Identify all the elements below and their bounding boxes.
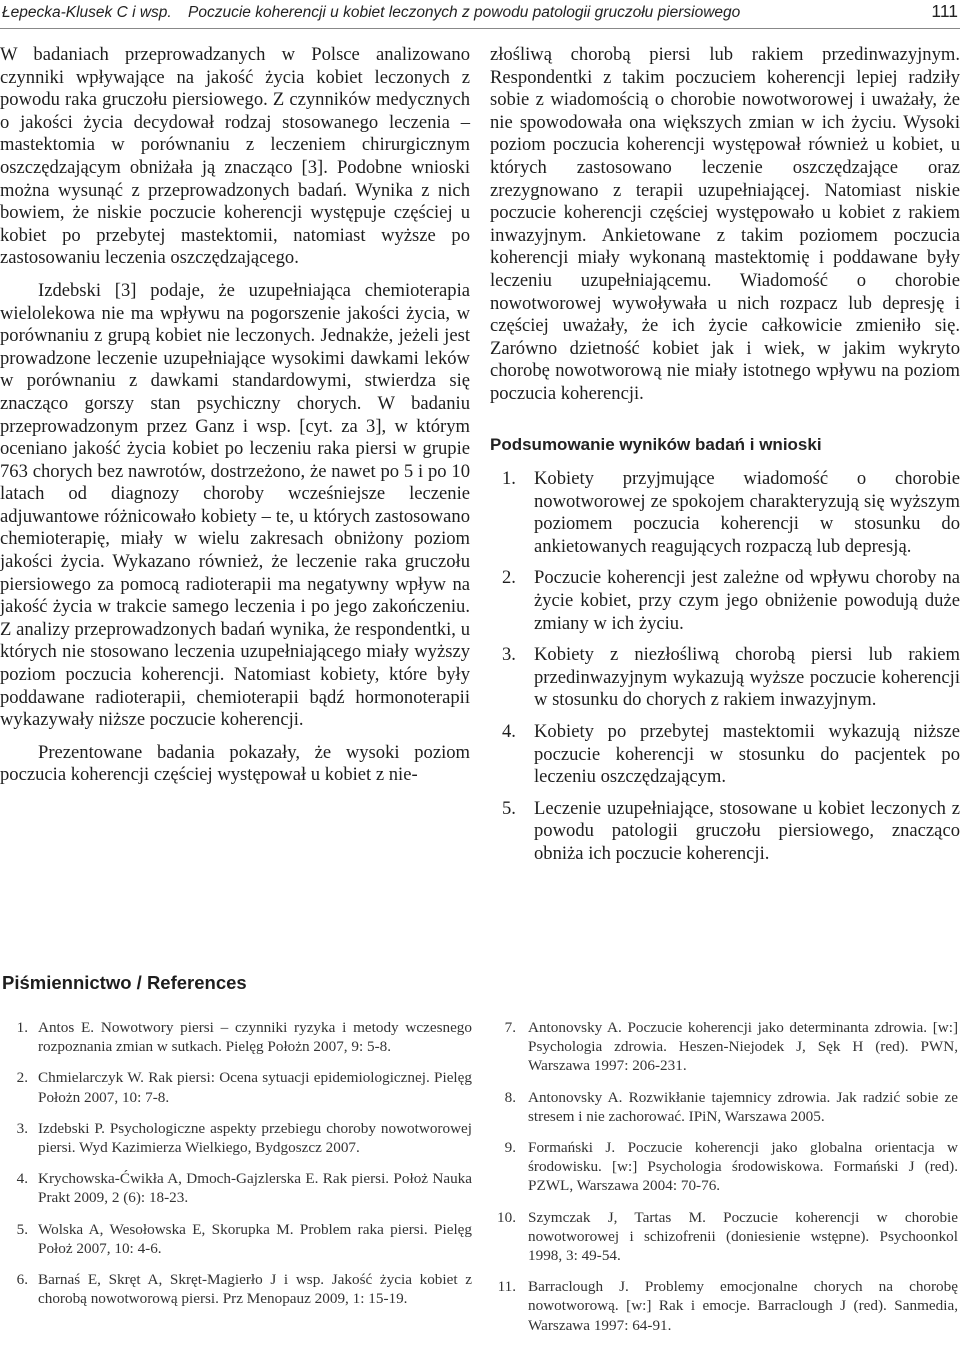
reference-item bbox=[4, 1270, 472, 1308]
reference-text: Wolska A, Wesołowska E, Skorupka M. Problem raka piersi. Pielęg Położ 2007, 10: 4-6. bbox=[38, 1220, 472, 1257]
reference-number: 8. bbox=[504, 1088, 516, 1106]
reference-number: 4. bbox=[16, 1170, 28, 1188]
reference-number: 5. bbox=[16, 1220, 28, 1238]
reference-item bbox=[490, 1138, 958, 1196]
conclusion-text: Kobiety przyjmujące wiadomość o chorobie nowotworowej ze spokojem charakteryzują się wyższym poziomem poczucia koherencji w stosunku do ankietowanych reagujących rozpaczą lub depresją. bbox=[534, 468, 960, 557]
reference-text: Krychowska-Ćwikła A, Dmoch-Gajzlerska E. Rak piersi. Położ Nauka Prakt 2009, 2 (6): 18-23. bbox=[38, 1170, 472, 1207]
reference-item bbox=[490, 1277, 958, 1335]
reference-text: Antonovsky A. Rozwikłanie tajemnicy zdrowia. Jak radzić sobie ze stresem i nie zachorować. IPiN, Warszawa 2005. bbox=[528, 1088, 958, 1125]
conclusion-item bbox=[490, 644, 960, 712]
section-heading: Podsumowanie wyników badań i wnioski bbox=[490, 434, 822, 454]
conclusion-text: Leczenie uzupełniające, stosowane u kobiet leczonych z powodu patologii gruczołu piersiowego, znacząco obniża ich poczucie koherencji. bbox=[534, 797, 960, 864]
reference-number: 3. bbox=[16, 1119, 28, 1137]
header-authors: Łepecka-Klusek C i wsp. bbox=[2, 4, 172, 21]
conclusion-text: Poczucie koherencji jest zależne od wpływu choroby na życie kobiet, przy czym jego obniżenie powodują duże zmiany w ich życiu. bbox=[534, 567, 960, 634]
conclusion-number: 2. bbox=[502, 567, 516, 589]
reference-item bbox=[4, 1018, 472, 1056]
reference-item bbox=[4, 1169, 472, 1207]
reference-item bbox=[490, 1018, 958, 1076]
conclusion-item bbox=[490, 468, 960, 558]
paragraph-3: Prezentowane badania pokazały, że wysoki poziom poczucia koherencji częściej występował u kobiet z nie- bbox=[0, 741, 470, 786]
reference-number: 6. bbox=[16, 1271, 28, 1289]
conclusion-item bbox=[490, 798, 960, 866]
reference-text: Barnaś E, Skręt A, Skręt-Magierło J i wsp. Jakość życia kobiet z chorobą nowotworową piersi. Prz Menopauz 2009, 1: 15-19. bbox=[38, 1271, 472, 1308]
reference-text: Antos E. Nowotwory piersi – czynniki ryzyka i metody wczesnego rozpoznania zmian w sutkach. Pielęg Położn 2007, 9: 5-8. bbox=[38, 1019, 472, 1056]
running-header bbox=[0, 0, 960, 28]
left-text-column bbox=[0, 44, 470, 787]
reference-item bbox=[4, 1119, 472, 1157]
paragraph-4: złośliwą chorobą piersi lub rakiem przedinwazyjnym. Respondentki z takim poczuciem koherencji lepiej radziły sobie z wiadomością o chorobie nowotworowej i uważały, że nie spowodowała ona większych zmian w ich życiu. Wysoki poziom poczucia koherencji występował również u kobiet, u których zastosowano leczenie oszczędzające oraz zrezygnowano z terapii uzupełniającej. Natomiast niskie poczucie koherencji częściej występowało u kobiet z rakiem inwazyjnym. Ankietowane z takim poziomem poczucia koherencji miały wykonaną mastektomię i poddawane były leczeniu uzupełniającemu. Wiadomość o chorobie nowotworowej wywoływała u nich rozpacz lub depresję i częściej uważały, że ich życie całkowicie zmieniło się. Zarówno dzietność kobiet jak i wiek, w jakim wykryto chorobę nowotworową nie miały istotnego wpływu na poziom poczucia koherencji. bbox=[490, 44, 960, 404]
reference-item bbox=[4, 1220, 472, 1258]
conclusion-item bbox=[490, 721, 960, 789]
reference-number: 1. bbox=[16, 1019, 28, 1036]
references-heading: Piśmiennictwo / References bbox=[2, 972, 247, 993]
conclusion-number: 4. bbox=[502, 721, 516, 743]
references-left-column bbox=[4, 1018, 472, 1320]
conclusion-number: 5. bbox=[502, 797, 516, 819]
conclusion-number: 1. bbox=[502, 468, 516, 490]
reference-number: 9. bbox=[504, 1139, 516, 1157]
conclusion-number: 3. bbox=[502, 644, 516, 666]
conclusion-text: Kobiety z niezłośliwą chorobą piersi lub rakiem przedinwazyjnym wykazują wyższe poczucie koherencji w stosunku do chorych z rakiem inwazyjnym. bbox=[534, 644, 960, 711]
reference-text: Formański J. Poczucie koherencji jako globalna orientacja w środowisku. [w:] Psychologia środowiskowa. Formański J (red). PZWL, Warszawa 2004: 70-76. bbox=[528, 1139, 958, 1195]
reference-text: Izdebski P. Psychologiczne aspekty przebiegu choroby nowotworowej piersi. Wyd Kazimierza Wielkiego, Bydgoszcz 2007. bbox=[38, 1119, 472, 1157]
conclusion-text: Kobiety po przebytej mastektomii wykazują niższe poczucie koherencji w stosunku do pacjentek po leczeniu oszczędzającym. bbox=[534, 721, 960, 788]
reference-item bbox=[490, 1088, 958, 1126]
header-divider bbox=[0, 28, 960, 29]
page-number: 111 bbox=[931, 1, 958, 21]
reference-text: Szymczak J, Tartas M. Poczucie koherencji w chorobie nowotworowej i schizofrenii (doniesienie wstępne). Psychoonkol 1998, 3: 49-54. bbox=[528, 1208, 958, 1265]
references-right-column bbox=[490, 1018, 958, 1347]
conclusion-item bbox=[490, 567, 960, 635]
reference-text: Barraclough J. Problemy emocjonalne chorych na chorobę nowotworową. [w:] Rak i emocje. Barraclough J (red). Sanmedia, Warszawa 1997: 64-91. bbox=[528, 1278, 958, 1334]
right-text-column bbox=[490, 44, 960, 875]
reference-number: 11. bbox=[497, 1278, 516, 1296]
reference-text: Chmielarczyk W. Rak piersi: Ocena sytuacji epidemiologicznej. Pielęg Położn 2007, 10: 7-8. bbox=[38, 1069, 472, 1106]
conclusions-list bbox=[490, 468, 960, 866]
reference-text: Antonovsky A. Poczucie koherencji jako determinanta zdrowia. [w:] Psychologia zdrowia. Heszen-Niejodek J, Sęk H (red). PWN, Warszawa 1997: 206-231. bbox=[528, 1019, 958, 1075]
header-article-title: Poczucie koherencji u kobiet leczonych z powodu patologii gruczołu piersiowego bbox=[188, 4, 741, 21]
reference-item bbox=[490, 1208, 958, 1266]
paragraph-1: W badaniach przeprowadzanych w Polsce analizowano czynniki wpływające na jakość życia kobiet leczonych z powodu raka gruczołu piersiowego. Z czynników medycznych o jakości życia decydował rodzaj stosowanego leczenia – mastektomia w porównaniu z leczeniem chirurgicznym oszczędzającym obniżała ją znacząco [3]. Podobne wnioski można wysunąć z przeprowadzonych badań. Wynika z nich bowiem, że niskie poczucie koherencji występuje częściej u kobiet po przebytej mastektomii, natomiast wyższe po zastosowaniu leczenia oszczędzającego. bbox=[0, 44, 470, 269]
reference-number: 7. bbox=[504, 1019, 516, 1036]
reference-item bbox=[4, 1068, 472, 1106]
paragraph-2: Izdebski [3] podaje, że uzupełniająca chemioterapia wielolekowa nie ma wpływu na pogorszenie jakości życia, w porównaniu z grupą kobiet nie leczonych. Jednakże, jeżeli jest prowadzone leczenie uzupełniające wysokimi dawkami leków w porównaniu z dawkami standardowymi, stwierdza się znacząco gorszy stan psychiczny chorych. W badaniu przeprowadzonym przez Ganz i wsp. [cyt. za 3], w którym oceniano jakość życia kobiet po leczeniu raka piersi w grupie 763 chorych bez nawrotów, dostrzeżono, że nawet po 5 i po 10 latach od diagnozy choroby wcześniejsze leczenie adjuwantowe różnicowało kobiety – te, u których zastosowano chemioterapię, miały w wielu zakresach obniżony poziom jakości życia. Wykazano również, że leczenie raka gruczołu piersiowego za pomocą radioterapii ma negatywny wpływ na jakość życia w trakcie samego leczenia i po jego zakończeniu. Z analizy przeprowadzonych badań wynika, że respondentki, u których nie stosowano leczenia uzupełniającego miały wyższy poziom poczucia koherencji. Natomiast kobiety, które były poddawane radioterapii, chemioterapii bądź hormonoterapii wykazywały niższe poczucie koherencji. bbox=[0, 279, 470, 731]
reference-number: 10. bbox=[497, 1208, 516, 1226]
reference-number: 2. bbox=[16, 1069, 28, 1087]
